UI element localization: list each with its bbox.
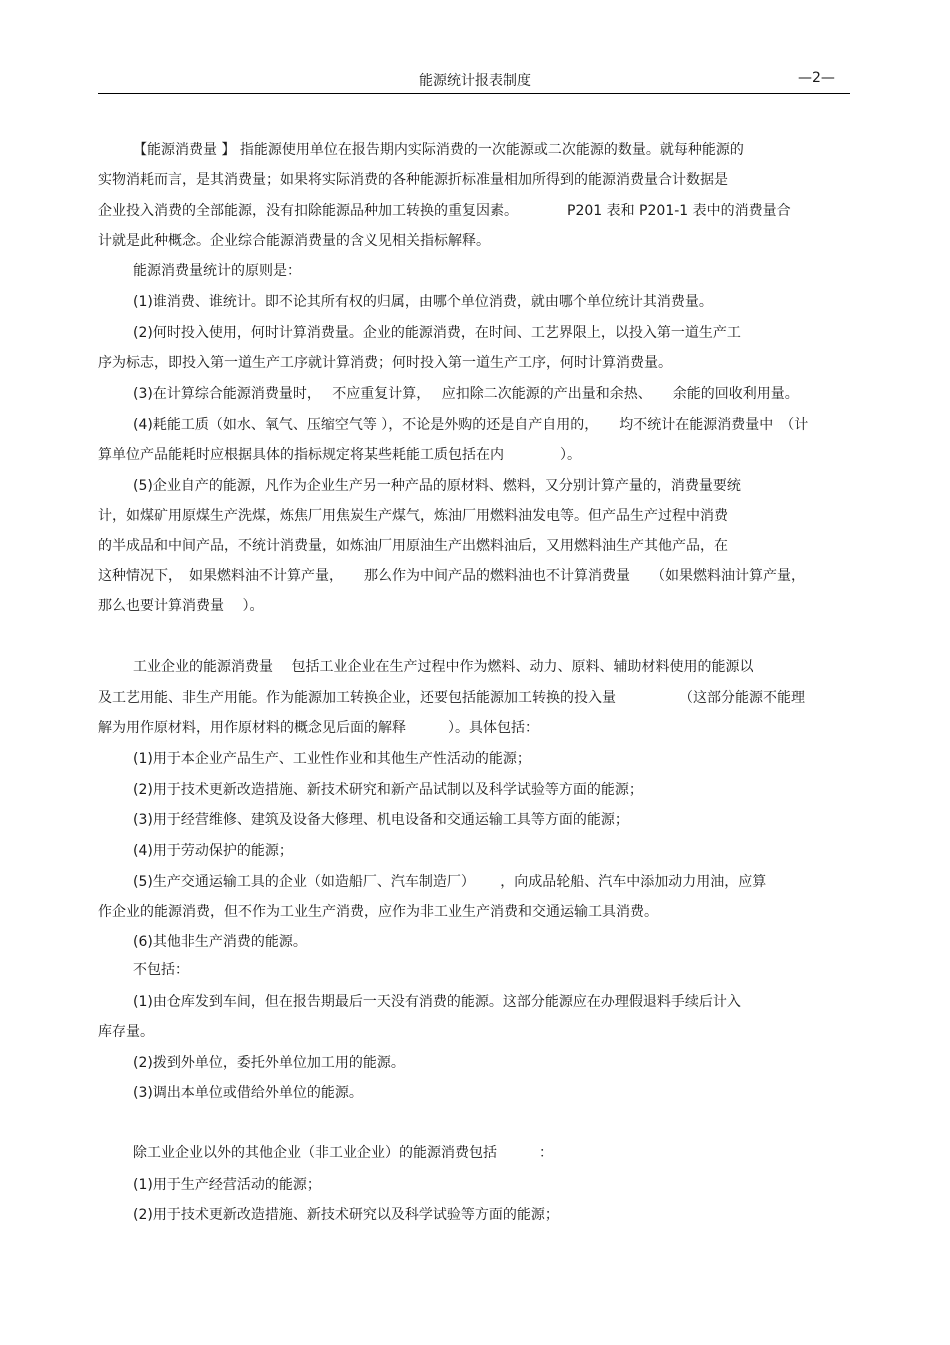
text-line: 企业投入消费的全部能源，没有扣除能源品种加工转换的重复因素。 P201 表和 P201-1 表中的消费量合 <box>98 203 791 219</box>
text-line: (4)耗能工质（如水、氧气、压缩空气等 ），不论是外购的还是自产自用的， 均不统计在能源消费量中 （计 <box>133 417 809 433</box>
text-line: 序为标志，即投入第一道生产工序就计算消费；何时投入第一道生产工序，何时计算消费量。 <box>98 355 672 371</box>
text-line: 算单位产品能耗时应根据具体的指标规定将某些耗能工质包括在内 ）。 <box>98 447 581 463</box>
text-line: 作企业的能源消费，但不作为工业生产消费，应作为非工业生产消费和交通运输工具消费。 <box>98 904 658 920</box>
text-line: (2)用于技术更新改造措施、新技术研究和新产品试制以及科学试验等方面的能源； <box>133 782 643 798</box>
page-number: —2— <box>798 70 835 86</box>
text-line: 能源消费量统计的原则是： <box>133 263 301 279</box>
text-line: 那么也要计算消费量 ）。 <box>98 598 264 614</box>
text-line: (5)企业自产的能源，凡作为企业生产另一种产品的原材料、燃料，又分别计算产量的，消费量要统 <box>133 478 741 494</box>
text-line: (3)调出本单位或借给外单位的能源。 <box>133 1085 363 1101</box>
text-line: (6)其他非生产消费的能源。 <box>133 934 307 950</box>
text-line: (1)用于生产经营活动的能源； <box>133 1177 321 1193</box>
text-line: 计就是此种概念。企业综合能源消费量的含义见相关指标解释。 <box>98 233 490 249</box>
text-line: 实物消耗而言，是其消费量；如果将实际消费的各种能源折标准量相加所得到的能源消费量合计数据是 <box>98 172 728 188</box>
text-line: (1)谁消费、谁统计。即不论其所有权的归属，由哪个单位消费，就由哪个单位统计其消费量。 <box>133 294 713 310</box>
text-line: 解为用作原材料，用作原材料的概念见后面的解释 ）。具体包括： <box>98 720 539 736</box>
text-line: 【能源消费量 】 指能源使用单位在报告期内实际消费的一次能源或二次能源的数量。就每种能源的 <box>133 142 744 158</box>
text-line: (3)用于经营维修、建筑及设备大修理、机电设备和交通运输工具等方面的能源； <box>133 812 629 828</box>
text-line: 计，如煤矿用原煤生产洗煤，炼焦厂用焦炭生产煤气，炼油厂用燃料油发电等。但产品生产过程中消费 <box>98 508 728 524</box>
header-rule <box>98 93 850 94</box>
text-line: 及工艺用能、非生产用能。作为能源加工转换企业，还要包括能源加工转换的投入量 （这部分能源不能理 <box>98 690 805 706</box>
text-line: (2)何时投入使用，何时计算消费量。企业的能源消费，在时间、工艺界限上，以投入第一道生产工 <box>133 325 741 341</box>
text-line: 库存量。 <box>98 1024 154 1040</box>
text-line: (2)拨到外单位，委托外单位加工用的能源。 <box>133 1055 405 1071</box>
text-line: 的半成品和中间产品，不统计消费量，如炼油厂用原油生产出燃料油后，又用燃料油生产其他产品，在 <box>98 538 728 554</box>
text-line: (2)用于技术更新改造措施、新技术研究以及科学试验等方面的能源； <box>133 1207 559 1223</box>
text-line: (3)在计算综合能源消费量时， 不应重复计算， 应扣除二次能源的产出量和余热、 余能的回收利用量。 <box>133 386 799 402</box>
text-line: 工业企业的能源消费量 包括工业企业在生产过程中作为燃料、动力、原料、辅助材料使用的能源以 <box>133 659 754 675</box>
text-line: (5)生产交通运输工具的企业（如造船厂、汽车制造厂） ，向成品轮船、汽车中添加动力用油，应算 <box>133 874 767 890</box>
text-line: 除工业企业以外的其他企业（非工业企业）的能源消费包括 ： <box>133 1145 553 1161</box>
text-line: (1)用于本企业产品生产、工业性作业和其他生产性活动的能源； <box>133 751 531 767</box>
running-header-title: 能源统计报表制度 <box>419 73 531 89</box>
text-line: 这种情况下， 如果燃料油不计算产量， 那么作为中间产品的燃料油也不计算消费量 （如果燃料油计算产量， <box>98 568 805 584</box>
text-line: 不包括： <box>133 962 189 978</box>
text-line: (1)由仓库发到车间，但在报告期最后一天没有消费的能源。这部分能源应在办理假退料手续后计入 <box>133 994 741 1010</box>
text-line: (4)用于劳动保护的能源； <box>133 843 293 859</box>
